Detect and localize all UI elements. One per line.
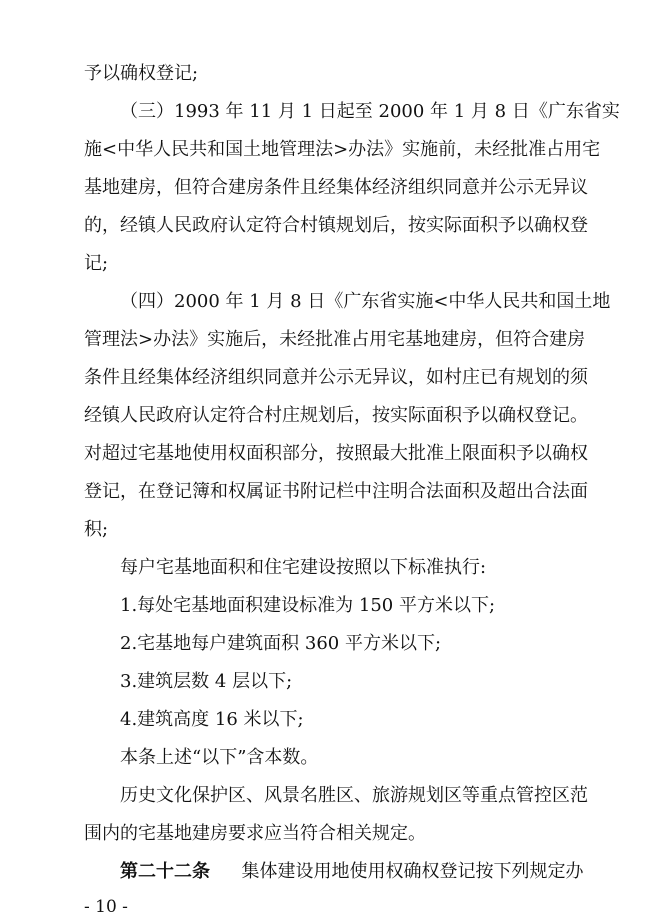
paragraph-line: （三）1993 年 11 月 1 日起至 2000 年 1 月 8 日《广东省实 bbox=[120, 101, 620, 122]
page-number: - 10 - bbox=[84, 897, 128, 917]
list-item: 4.建筑高度 16 米以下; bbox=[120, 709, 304, 730]
paragraph-line: 积; bbox=[84, 519, 109, 540]
paragraph-line: 经镇人民政府认定符合村庄规划后，按实际面积予以确权登记。 bbox=[84, 405, 588, 426]
article-heading: 第二十二条 bbox=[120, 861, 210, 882]
paragraph-line: 施<中华人民共和国土地管理法>办法》实施前，未经批准占用宅 bbox=[84, 139, 601, 160]
paragraph-line: 管理法>办法》实施后，未经批准占用宅基地建房，但符合建房 bbox=[84, 329, 586, 350]
paragraph-line: 登记，在登记簿和权属证书附记栏中注明合法面积及超出合法面 bbox=[84, 481, 588, 502]
list-item: 3.建筑层数 4 层以下; bbox=[120, 671, 293, 692]
list-item: 1.每处宅基地面积建设标准为 150 平方米以下; bbox=[120, 595, 496, 616]
paragraph-line: 的，经镇人民政府认定符合村镇规划后，按实际面积予以确权登 bbox=[84, 215, 588, 236]
list-item: 2.宅基地每户建筑面积 360 平方米以下; bbox=[120, 633, 442, 654]
article-line bbox=[120, 860, 583, 884]
paragraph-line: 予以确权登记; bbox=[84, 63, 199, 84]
paragraph-line: 围内的宅基地建房要求应当符合相关规定。 bbox=[84, 823, 426, 844]
paragraph-line: 基地建房，但符合建房条件且经集体经济组织同意并公示无异议 bbox=[84, 177, 588, 198]
paragraph-line: 本条上述“以下”含本数。 bbox=[120, 747, 319, 768]
paragraph-line: 对超过宅基地使用权面积部分，按照最大批准上限面积予以确权 bbox=[84, 443, 588, 464]
paragraph-line: 记; bbox=[84, 253, 109, 274]
paragraph-line: 历史文化保护区、风景名胜区、旅游规划区等重点管控区范 bbox=[120, 785, 588, 806]
paragraph-line: （四）2000 年 1 月 8 日《广东省实施<中华人民共和国土地 bbox=[120, 291, 611, 312]
paragraph-line: 每户宅基地面积和住宅建设按照以下标准执行: bbox=[120, 557, 487, 578]
article-text: 集体建设用地使用权确权登记按下列规定办 bbox=[241, 861, 584, 882]
paragraph-line: 条件且经集体经济组织同意并公示无异议，如村庄已有规划的须 bbox=[84, 367, 588, 388]
